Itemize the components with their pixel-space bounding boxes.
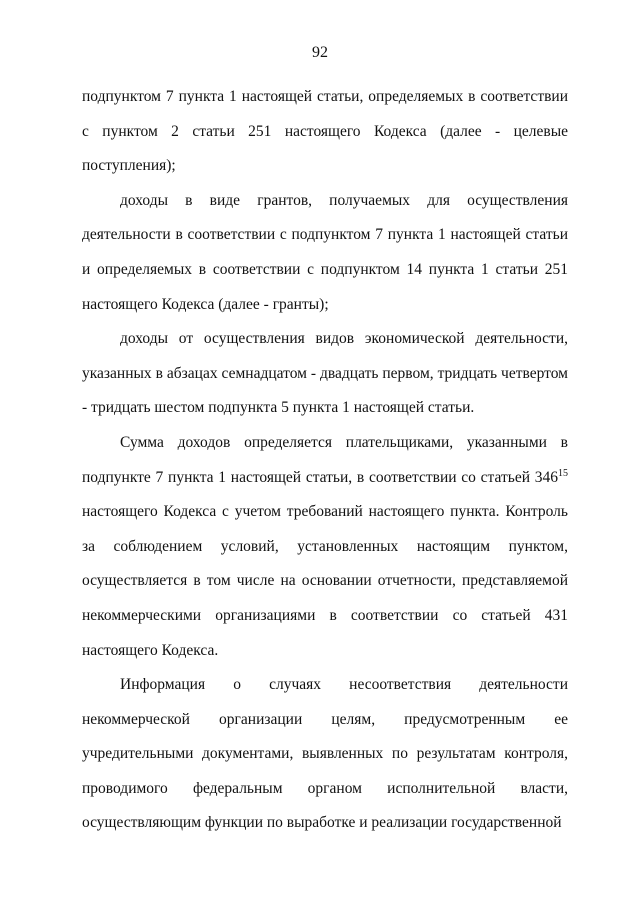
paragraph-1: подпунктом 7 пункта 1 настоящей статьи, определяемых в соответствии с пунктом 2 статьи 251 настоящего Кодекса (далее - целевые поступления); — [82, 88, 568, 175]
paragraph-2: доходы в виде грантов, получаемых для осуществления деятельности в соответствии с подпунктом 7 пункта 1 настоящей статьи и определяемых в соответствии с подпунктом 14 пункта 1 статьи 251 настоящего Кодекса (далее - гранты); — [82, 191, 568, 313]
paragraph-4-text-after: настоящего Кодекса с учетом требований настоящего пункта. Контроль за соблюдением условий, установленных настоящим пунктом, осуществляется в том числе на основании отчетности, представляемой некоммерческими организациями в соответствии со статьей 431 настоящего Кодекса. — [82, 503, 568, 659]
paragraph-5: Информация о случаях несоответствия деятельности некоммерческой организации целям, предусмотренным ее учредительными документами, выявленных по результатам контроля, проводимого федеральным органом исполнительной власти, осуществляющим функции по выработке и реализации государственной — [82, 676, 568, 832]
paragraph-4-text-before: Сумма доходов определяется плательщиками, указанными в подпункте 7 пункта 1 настоящей статьи, в соответствии со статьей 346 — [82, 433, 568, 486]
page-number: 92 — [312, 44, 328, 61]
document-body — [82, 80, 568, 841]
paragraph-3: доходы от осуществления видов экономической деятельности, указанных в абзацах семнадцатом - двадцать первом, тридцать четвертом - тридцать шестом подпункта 5 пункта 1 настоящей статьи. — [82, 330, 568, 417]
paragraph-4 — [82, 426, 568, 668]
paragraph-4-superscript: 15 — [558, 467, 568, 479]
